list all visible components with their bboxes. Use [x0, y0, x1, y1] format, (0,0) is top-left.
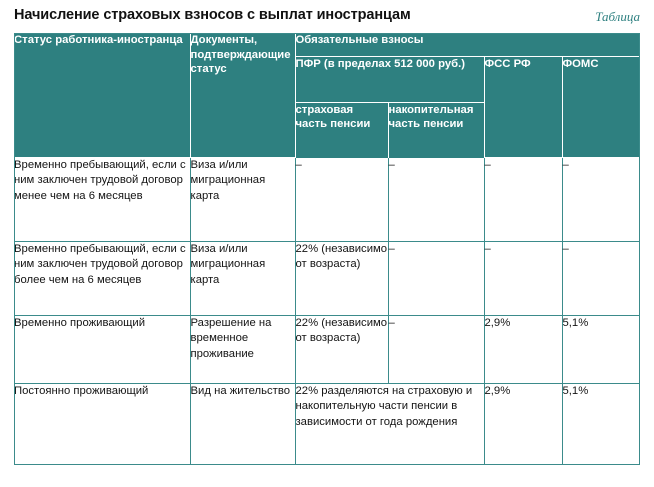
cell-fss: –	[484, 242, 562, 316]
table-row	[14, 158, 640, 242]
column-header-pfr-insurance-part: страховая часть пенсии	[295, 102, 388, 158]
page-title: Начисление страховых взносов с выплат иностранцам	[14, 7, 411, 23]
cell-foms: 5,1%	[562, 384, 640, 466]
column-header-pfr-funded-part: накопительная часть пенсии	[388, 102, 484, 158]
cell-pfr-insurance: 22% (независимо от возраста)	[295, 316, 388, 384]
cell-status: Постоянно проживающий	[14, 384, 190, 466]
cell-foms: –	[562, 158, 640, 242]
cell-status: Временно пребывающий, если с ним заключен трудовой договор более чем на 6 месяцев	[14, 242, 190, 316]
cell-pfr-insurance: –	[295, 158, 388, 242]
column-header-status: Статус работника-иностранца	[14, 33, 190, 158]
cell-fss: 2,9%	[484, 384, 562, 466]
cell-pfr-funded: –	[388, 242, 484, 316]
table-header-row-1	[14, 33, 640, 56]
cell-documents: Виза и/или миграционная карта	[190, 158, 295, 242]
column-header-fss: ФСС РФ	[484, 56, 562, 158]
cell-pfr-funded: –	[388, 316, 484, 384]
table-row	[14, 316, 640, 384]
cell-fss: 2,9%	[484, 316, 562, 384]
cell-documents: Виза и/или миграционная карта	[190, 242, 295, 316]
cell-foms: 5,1%	[562, 316, 640, 384]
column-header-pfr: ПФР (в пределах 512 000 руб.)	[295, 56, 484, 102]
cell-status: Временно проживающий	[14, 316, 190, 384]
column-header-documents: Документы, подтверждающие статус	[190, 33, 295, 158]
title-row	[0, 0, 654, 33]
table-row	[14, 384, 640, 466]
cell-status: Временно пребывающий, если с ним заключен трудовой договор менее чем на 6 месяцев	[14, 158, 190, 242]
table-kicker-label: Таблица	[595, 9, 640, 24]
cell-documents: Разрешение на временное проживание	[190, 316, 295, 384]
cell-pfr-funded: –	[388, 158, 484, 242]
cell-pfr-insurance: 22% (независимо от возраста)	[295, 242, 388, 316]
table-row	[14, 242, 640, 316]
column-header-foms: ФОМС	[562, 56, 640, 158]
column-header-mandatory-contributions: Обязательные взносы	[295, 33, 640, 56]
cell-pfr-merged: 22% разделяются на страховую и накопительную части пенсии в зависимости от года рождения	[295, 384, 484, 466]
cell-foms: –	[562, 242, 640, 316]
insurance-contributions-table	[14, 33, 640, 465]
cell-fss: –	[484, 158, 562, 242]
cell-documents: Вид на жительство	[190, 384, 295, 466]
